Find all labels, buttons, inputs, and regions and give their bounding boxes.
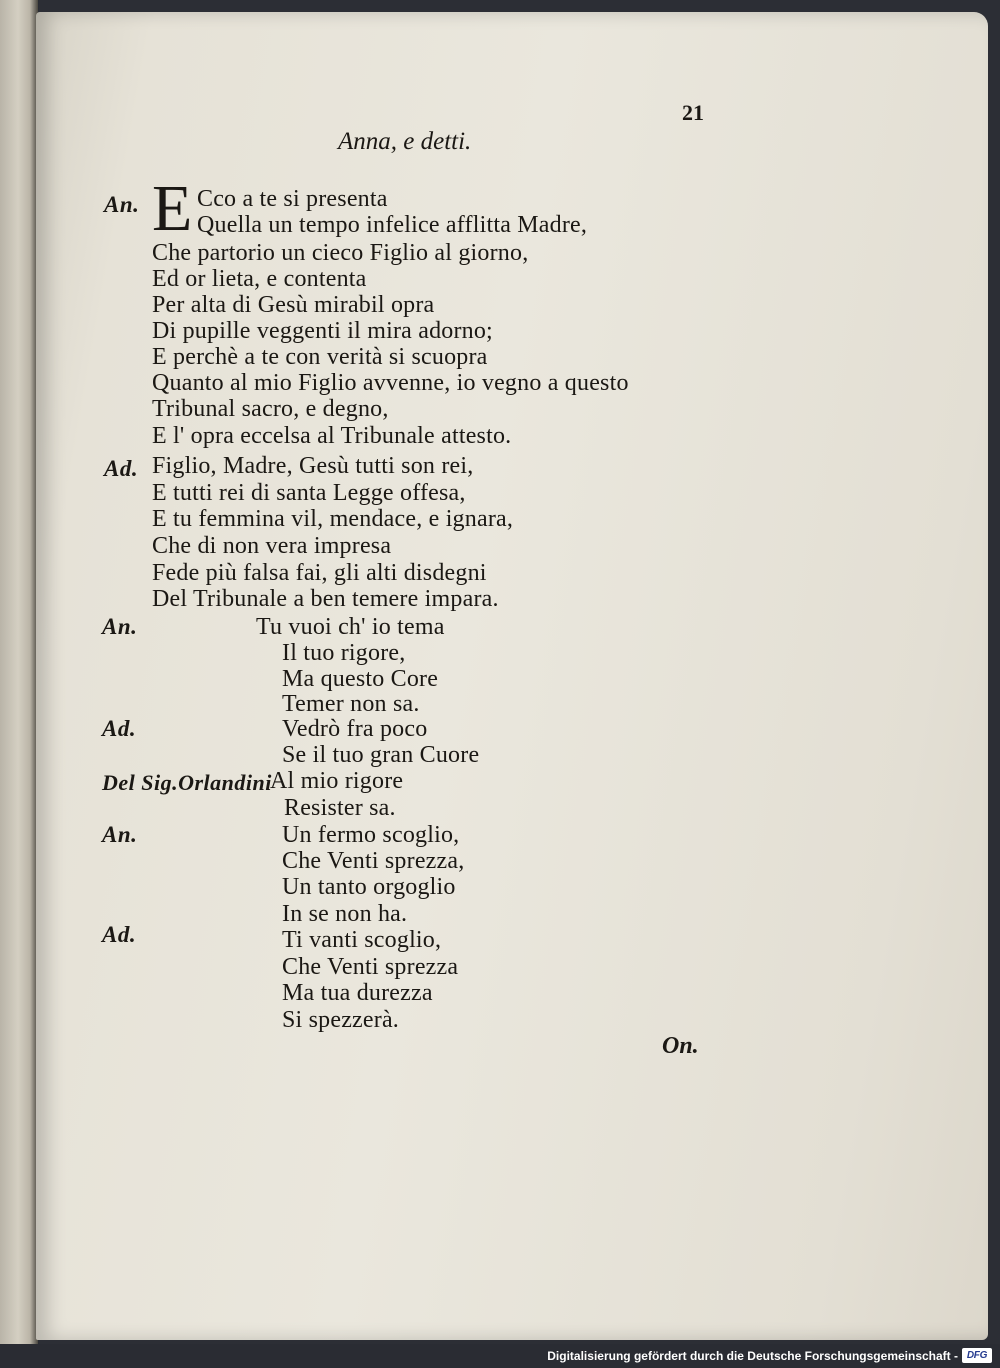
verse-line: Tu vuoi ch' io tema [256,614,445,640]
verse-line: Un fermo scoglio, [282,822,460,848]
verse-line: Se il tuo gran Cuore [282,742,480,768]
speaker-label: An. [104,192,140,217]
verse-line: Temer non sa. [282,691,420,717]
verse-line: Ma questo Core [282,666,439,692]
footer-credit: Digitalisierung gefördert durch die Deutsche Forschungsgemeinschaft - [547,1349,958,1363]
verse-line: Del Tribunale a ben temere impara. [152,586,499,612]
verse-line: Ma tua durezza [282,980,433,1006]
speaker-label: Ad. [104,456,139,481]
dfg-logo: DFG [962,1348,992,1363]
speaker-label: An. [102,614,138,639]
speaker-label: An. [102,822,138,847]
verse-line: Quanto al mio Figlio avvenne, io vegno a questo [152,370,629,396]
verse-line: E tu femmina vil, mendace, e ignara, [152,506,514,532]
speaker-label: Ad. [102,716,137,741]
verse-line: Si spezzerà. [282,1007,400,1033]
page-number: 21 [682,100,704,125]
verse-line: Ed or lieta, e contenta [152,266,367,292]
verse-line: Che partorio un cieco Figlio al giorno, [152,240,529,266]
previous-page-edge [0,0,38,1344]
verse-line: In se non ha. [282,901,408,927]
verse-line: Ti vanti scoglio, [282,927,442,953]
verse-line: E tutti rei di santa Legge offesa, [152,480,466,506]
verse-line: Quella un tempo infelice afflitta Madre, [197,212,588,238]
catchword: On. [662,1033,699,1059]
speaker-label: Del Sig.Orlandini [102,770,272,795]
verse-line: Resister sa. [284,795,396,821]
verse-line: Cco a te si presenta [197,186,388,212]
verse-line: E l' opra eccelsa al Tribunale attesto. [152,423,512,449]
verse-line: Il tuo rigore, [282,640,406,666]
verse-line: Un tanto orgoglio [282,874,456,900]
verse-line: Per alta di Gesù mirabil opra [152,292,435,318]
verse-line: Fede più falsa fai, gli alti disdegni [152,560,487,586]
verse-line: Figlio, Madre, Gesù tutti son rei, [152,453,474,479]
verse-line: Al mio rigore [270,768,404,794]
verse-line: Che Venti sprezza, [282,848,465,874]
verse-line: Che Venti sprezza [282,954,459,980]
drop-cap-initial: E [152,172,193,245]
speaker-label: Ad. [102,922,137,947]
verse-line: E perchè a te con verità si scuopra [152,344,488,370]
verse-line: Tribunal sacro, e degno, [152,396,389,422]
scene-heading: Anna, e detti. [338,128,472,155]
verse-line: Di pupille veggenti il mira adorno; [152,318,493,344]
verse-line: Che di non vera impresa [152,533,392,559]
verse-line: Vedrò fra poco [282,716,428,742]
